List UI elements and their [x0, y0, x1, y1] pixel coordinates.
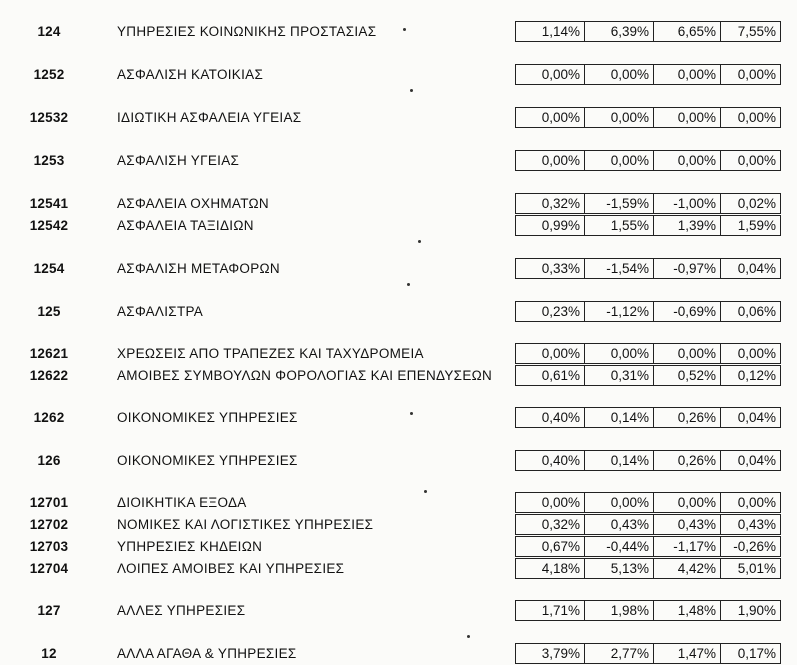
value-cell: 0,00%: [654, 108, 721, 127]
row-label: ΧΡΕΩΣΕΙΣ ΑΠΟ ΤΡΑΠΕΖΕΣ ΚΑΙ ΤΑΧΥΔΡΟΜΕΙΑ: [117, 346, 424, 361]
value-cell: 1,90%: [737, 603, 776, 618]
value-cell: 0,17%: [737, 646, 776, 661]
scan-speck: [407, 283, 410, 286]
row-code: 12532: [29, 110, 69, 125]
value-cell: -0,44%: [585, 537, 654, 556]
table-row: [0, 600, 797, 622]
value-box: [515, 64, 781, 85]
value-box: [515, 600, 781, 621]
row-code: 1254: [33, 261, 65, 276]
value-cell: 0,26%: [654, 408, 721, 427]
row-code: 124: [37, 24, 61, 39]
value-cell: 3,79%: [516, 644, 585, 663]
value-cell: 0,00%: [585, 151, 654, 170]
value-cell: 0,00%: [737, 67, 776, 82]
value-cell: 0,43%: [654, 515, 721, 534]
table-row: [0, 343, 797, 365]
scan-speck: [410, 89, 413, 92]
value-cell: -0,97%: [654, 259, 721, 278]
row-label: ΑΜΟΙΒΕΣ ΣΥΜΒΟΥΛΩΝ ΦΟΡΟΛΟΓΙΑΣ ΚΑΙ ΕΠΕΝΔΥΣΕΩΝ: [117, 368, 493, 383]
value-box: [515, 643, 781, 664]
row-code: 12703: [29, 539, 69, 554]
value-box: [515, 407, 781, 428]
row-label: ΑΣΦΑΛΙΣΗ ΥΓΕΙΑΣ: [117, 153, 240, 168]
row-label: ΑΣΦΑΛΙΣΗ ΚΑΤΟΙΚΙΑΣ: [117, 67, 264, 82]
row-label: ΑΛΛΑ ΑΓΑΘΑ & ΥΠΗΡΕΣΙΕΣ: [117, 646, 297, 661]
value-box: [515, 150, 781, 171]
table-row: [0, 215, 797, 237]
table-row: [0, 150, 797, 172]
scan-speck: [410, 412, 413, 415]
row-code: 12701: [29, 495, 69, 510]
row-label: ΑΛΛΕΣ ΥΠΗΡΕΣΙΕΣ: [117, 603, 246, 618]
value-box: [515, 365, 781, 386]
scan-speck: [418, 240, 421, 243]
row-code: 12: [41, 646, 57, 661]
value-cell: 0,00%: [737, 110, 776, 125]
row-code: 12622: [29, 368, 69, 383]
value-cell: 0,00%: [585, 65, 654, 84]
value-cell: 0,23%: [516, 302, 585, 321]
value-cell: 0,31%: [585, 366, 654, 385]
value-cell: 0,99%: [516, 216, 585, 235]
value-cell: 0,52%: [654, 366, 721, 385]
value-cell: 0,04%: [737, 453, 776, 468]
value-cell: 1,98%: [585, 601, 654, 620]
value-box: [515, 193, 781, 214]
row-code: 12621: [29, 346, 69, 361]
value-cell: 0,00%: [737, 495, 776, 510]
value-box: [515, 215, 781, 236]
row-code: 125: [37, 304, 61, 319]
value-cell: -1,59%: [585, 194, 654, 213]
row-label: ΥΠΗΡΕΣΙΕΣ ΚΟΙΝΩΝΙΚΗΣ ΠΡΟΣΤΑΣΙΑΣ: [117, 24, 377, 39]
value-cell: 7,55%: [737, 24, 776, 39]
table-row: [0, 193, 797, 215]
value-box: [515, 536, 781, 557]
value-cell: 5,13%: [585, 559, 654, 578]
row-code: 1252: [33, 67, 65, 82]
value-cell: 0,00%: [585, 344, 654, 363]
value-cell: 1,47%: [654, 644, 721, 663]
value-box: [515, 21, 781, 42]
value-box: [515, 258, 781, 279]
value-cell: 0,00%: [737, 153, 776, 168]
value-cell: 0,00%: [516, 65, 585, 84]
value-cell: 0,43%: [585, 515, 654, 534]
row-label: ΛΟΙΠΕΣ ΑΜΟΙΒΕΣ ΚΑΙ ΥΠΗΡΕΣΙΕΣ: [117, 561, 345, 576]
row-code: 12702: [29, 517, 69, 532]
value-cell: 0,04%: [737, 410, 776, 425]
table-row: [0, 536, 797, 558]
value-cell: 1,71%: [516, 601, 585, 620]
value-cell: 1,55%: [585, 216, 654, 235]
value-cell: 6,65%: [654, 22, 721, 41]
row-code: 126: [37, 453, 61, 468]
row-label: ΟΙΚΟΝΟΜΙΚΕΣ ΥΠΗΡΕΣΙΕΣ: [117, 410, 298, 425]
value-cell: -0,69%: [654, 302, 721, 321]
table-row: [0, 64, 797, 86]
value-cell: 0,00%: [654, 344, 721, 363]
value-box: [515, 107, 781, 128]
value-box: [515, 514, 781, 535]
value-cell: 0,14%: [585, 408, 654, 427]
value-cell: 6,39%: [585, 22, 654, 41]
value-cell: 0,00%: [516, 493, 585, 512]
row-label: ΙΔΙΩΤΙΚΗ ΑΣΦΑΛΕΙΑ ΥΓΕΙΑΣ: [117, 110, 302, 125]
row-label: ΝΟΜΙΚΕΣ ΚΑΙ ΛΟΓΙΣΤΙΚΕΣ ΥΠΗΡΕΣΙΕΣ: [117, 517, 374, 532]
table-row: [0, 107, 797, 129]
row-code: 12541: [29, 196, 69, 211]
value-cell: 0,00%: [585, 493, 654, 512]
value-cell: 0,32%: [516, 515, 585, 534]
scan-speck: [467, 635, 470, 638]
table-row: [0, 21, 797, 43]
value-cell: 0,00%: [737, 346, 776, 361]
value-cell: 0,40%: [516, 408, 585, 427]
table-row: [0, 558, 797, 580]
value-cell: 0,00%: [654, 151, 721, 170]
value-box: [515, 492, 781, 513]
table-row: [0, 365, 797, 387]
value-cell: 0,26%: [654, 451, 721, 470]
value-cell: 4,42%: [654, 559, 721, 578]
value-cell: 0,02%: [737, 196, 776, 211]
value-box: [515, 343, 781, 364]
table-row: [0, 514, 797, 536]
value-cell: 0,00%: [654, 65, 721, 84]
value-box: [515, 558, 781, 579]
row-label: ΑΣΦΑΛΕΙΑ ΟΧΗΜΑΤΩΝ: [117, 196, 269, 211]
value-cell: 1,59%: [737, 218, 776, 233]
row-code: 12704: [29, 561, 69, 576]
row-code: 1262: [33, 410, 65, 425]
row-label: ΔΙΟΙΚΗΤΙΚΑ ΕΞΟΔΑ: [117, 495, 247, 510]
value-cell: 0,12%: [737, 368, 776, 383]
table-row: [0, 258, 797, 280]
value-cell: -1,17%: [654, 537, 721, 556]
scan-speck: [403, 28, 406, 31]
value-cell: 0,43%: [737, 517, 776, 532]
row-label: ΥΠΗΡΕΣΙΕΣ ΚΗΔΕΙΩΝ: [117, 539, 263, 554]
row-code: 1253: [33, 153, 65, 168]
row-label: ΟΙΚΟΝΟΜΙΚΕΣ ΥΠΗΡΕΣΙΕΣ: [117, 453, 298, 468]
value-cell: -1,00%: [654, 194, 721, 213]
row-label: ΑΣΦΑΛΙΣΗ ΜΕΤΑΦΟΡΩΝ: [117, 261, 280, 276]
value-cell: 0,00%: [585, 108, 654, 127]
value-cell: -0,26%: [733, 539, 776, 554]
row-code: 12542: [29, 218, 69, 233]
scan-speck: [424, 490, 427, 493]
value-cell: 0,00%: [516, 344, 585, 363]
row-code: 127: [37, 603, 61, 618]
value-cell: 0,06%: [737, 304, 776, 319]
value-cell: 1,39%: [654, 216, 721, 235]
value-cell: 4,18%: [516, 559, 585, 578]
table-row: [0, 450, 797, 472]
value-cell: 1,48%: [654, 601, 721, 620]
value-cell: 0,61%: [516, 366, 585, 385]
row-label: ΑΣΦΑΛΕΙΑ ΤΑΞΙΔΙΩΝ: [117, 218, 254, 233]
value-cell: 0,67%: [516, 537, 585, 556]
value-cell: 0,00%: [654, 493, 721, 512]
value-box: [515, 450, 781, 471]
value-cell: -1,54%: [585, 259, 654, 278]
value-cell: 0,04%: [737, 261, 776, 276]
value-cell: 0,14%: [585, 451, 654, 470]
value-cell: 0,33%: [516, 259, 585, 278]
value-cell: 0,00%: [516, 151, 585, 170]
value-box: [515, 301, 781, 322]
value-cell: 5,01%: [737, 561, 776, 576]
value-cell: 2,77%: [585, 644, 654, 663]
row-label: ΑΣΦΑΛΙΣΤΡΑ: [117, 304, 204, 319]
table-row: [0, 407, 797, 429]
value-cell: 0,40%: [516, 451, 585, 470]
value-cell: 0,32%: [516, 194, 585, 213]
table-row: [0, 301, 797, 323]
value-cell: 1,14%: [516, 22, 585, 41]
table-row: [0, 492, 797, 514]
table-row: [0, 643, 797, 665]
value-cell: -1,12%: [585, 302, 654, 321]
value-cell: 0,00%: [516, 108, 585, 127]
